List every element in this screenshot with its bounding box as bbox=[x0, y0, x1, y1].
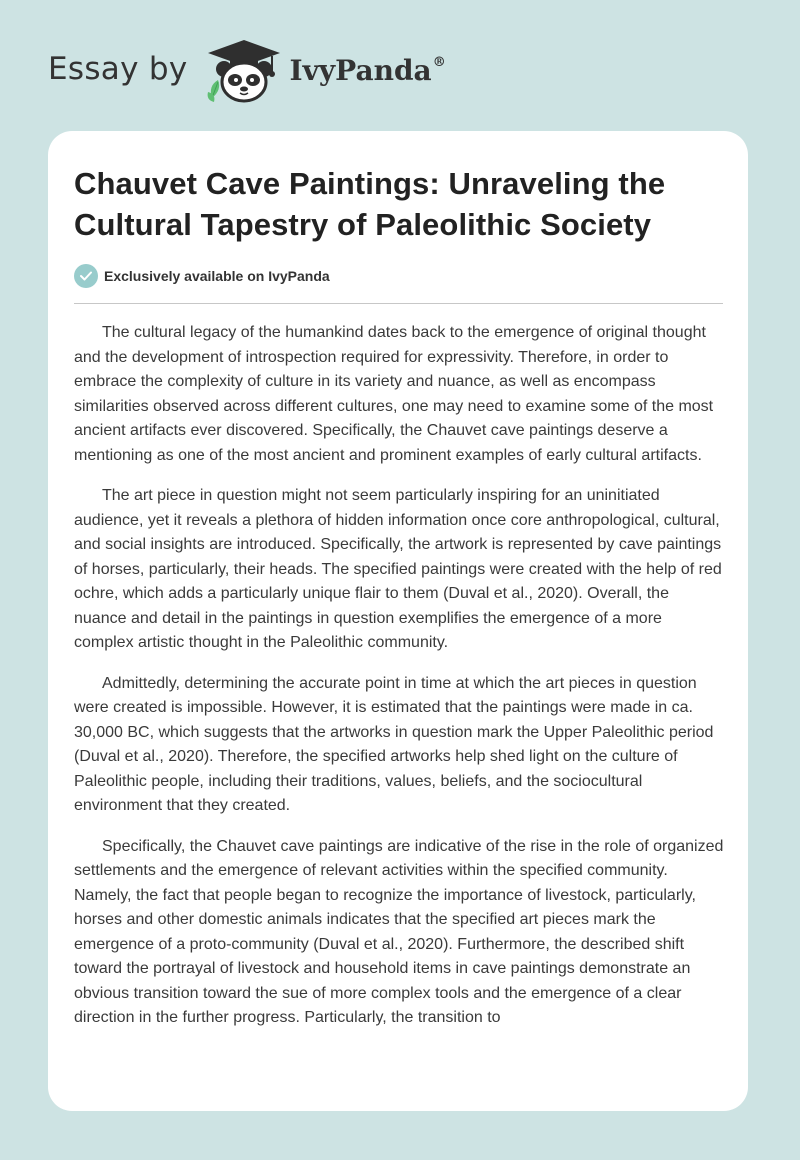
exclusive-label: Exclusively available on IvyPanda bbox=[104, 268, 330, 284]
divider bbox=[74, 303, 723, 304]
check-icon bbox=[74, 264, 98, 288]
brand-name[interactable] bbox=[290, 54, 446, 87]
panda-logo-icon[interactable] bbox=[202, 36, 286, 106]
essay-title: Chauvet Cave Paintings: Unraveling the Cultural Tapestry of Paleolithic Society bbox=[74, 166, 666, 242]
registered-mark: ® bbox=[432, 54, 446, 70]
paragraph: The cultural legacy of the humankind dates back to the emergence of original thought and the development of introspection required for expressivity. Therefore, in order to embrace the complexity of culture in its variety and nuance, as well as encompass similarities observed across different cultures, one may need to examine some of the most ancient artifacts ever discovered. Specifically, the Chauvet cave paintings deserve a mentioning as one of the most ancient and prominent examples of early cultural artifacts. bbox=[74, 324, 714, 464]
brand-name-text: IvyPanda bbox=[289, 53, 432, 87]
essay-by-label: Essay by bbox=[48, 51, 188, 87]
exclusive-badge bbox=[74, 264, 330, 288]
site-header bbox=[48, 36, 446, 106]
paragraph: Specifically, the Chauvet cave paintings are indicative of the rise in the role of organized settlements and the emergence of relevant activities within the specified community. Namely, the fact that people began to recognize the importance of livestock, particularly, horses and other domestic animals indicates that the specified art pieces mark the emergence of a proto-community (Duval et al., 2020). Furthermore, the described shift toward the portrayal of livestock and household items in cave paintings demonstrate an obvious transition toward the sue of more complex tools and the emergence of a clear direction in the further progress. Particularly, the transition to bbox=[74, 837, 724, 1026]
paragraph: Admittedly, determining the accurate point in time at which the art pieces in question were created is impossible. However, it is estimated that the paintings were made in ca. 30,000 BC, which suggests that the artworks in question mark the Upper Paleolithic period (Duval et al., 2020). Therefore, the specified artworks help shed light on the culture of Paleolithic people, including their traditions, values, beliefs, and the sociocultural environment that they created. bbox=[74, 674, 714, 814]
essay-body bbox=[74, 321, 724, 1047]
essay-card bbox=[48, 131, 748, 1111]
paragraph: The art piece in question might not seem particularly inspiring for an uninitiated audience, yet it reveals a plethora of hidden information once core anthropological, cultural, and social insights are introduced. Specifically, the artwork is represented by cave paintings of horses, particularly, their heads. The specified paintings were created with the help of red ochre, which adds a particularly unique flair to them (Duval et al., 2020). Overall, the nuance and detail in the paintings in question exemplifies the emergence of a more complex artistic thought in the Paleolithic community. bbox=[74, 487, 722, 651]
